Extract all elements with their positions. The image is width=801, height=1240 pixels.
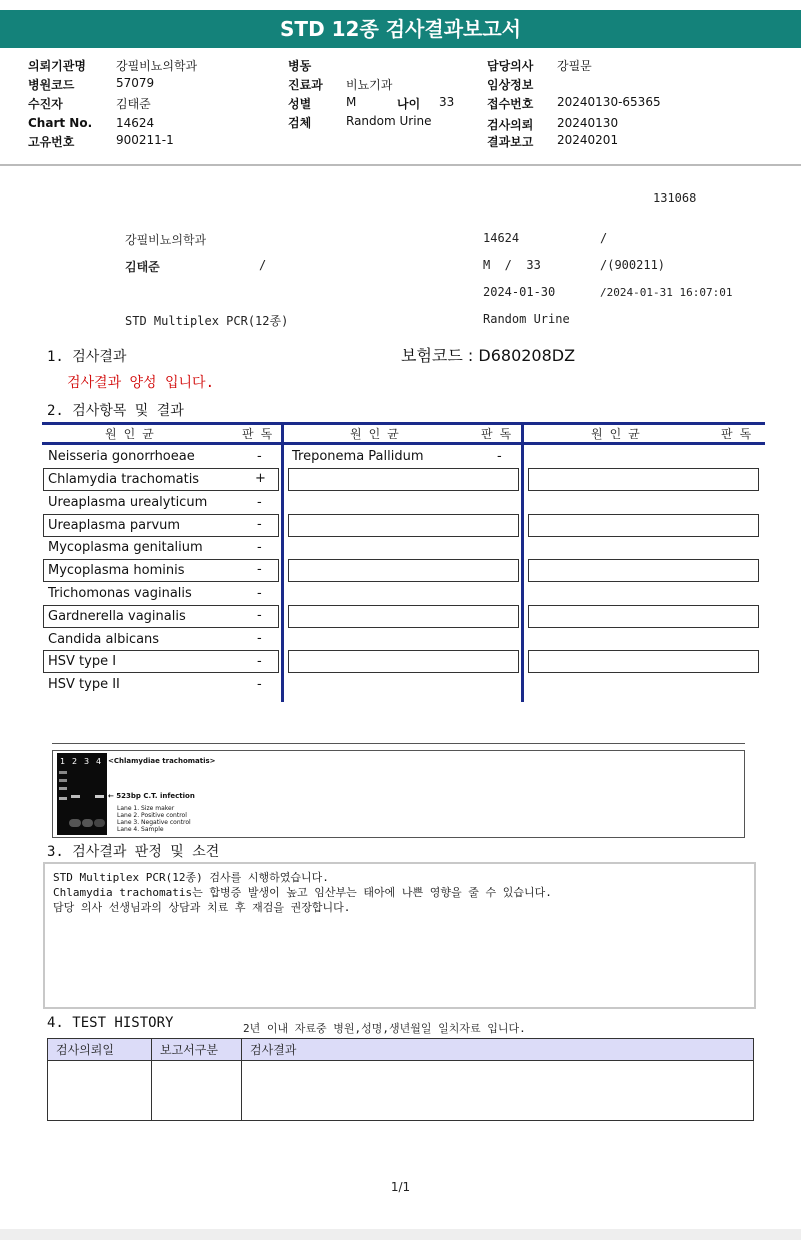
header-label-clinical-info: 임상정보 xyxy=(487,78,534,92)
result-summary: 검사결과 양성 입니다. xyxy=(67,375,215,391)
header-label-request-date: 검사의뢰 xyxy=(487,118,534,132)
ladder-band xyxy=(59,779,67,782)
header-label-sex: 성별 xyxy=(288,97,312,111)
header-value-department: 비뇨기과 xyxy=(346,78,393,92)
header-label-doctor: 담당의사 xyxy=(487,59,534,73)
positive-band xyxy=(71,795,80,798)
organism-result: - xyxy=(497,449,502,464)
results-grid-divider-2 xyxy=(521,422,524,702)
empty-row-box xyxy=(528,559,759,582)
lane-number: 3 xyxy=(84,757,90,766)
header-value-sex: M xyxy=(346,95,357,109)
doc-slash-2: / xyxy=(259,258,267,272)
ladder-band xyxy=(59,771,67,774)
empty-row-box xyxy=(288,650,519,673)
history-cell xyxy=(152,1061,242,1121)
header-value-specimen: Random Urine xyxy=(346,114,432,128)
gel-top-line xyxy=(52,743,745,744)
section2-title: 2. 검사항목 및 결과 xyxy=(47,403,184,419)
organism-result: - xyxy=(257,449,262,464)
empty-row-box xyxy=(528,650,759,673)
opinion-line: Chlamydia trachomatis는 합병증 발생이 높고 임산부는 태아에 나쁜 영향을 줄 수 있습니다. xyxy=(53,886,552,899)
header-value-report-date: 20240201 xyxy=(557,133,619,147)
doc-test-name: STD Multiplex PCR(12종) xyxy=(125,314,289,328)
history-col-result: 검사결과 xyxy=(242,1039,754,1061)
col3-header-organism: 원인균 xyxy=(591,427,647,441)
organism-result: - xyxy=(257,654,262,669)
doc-chart: 14624 xyxy=(483,231,520,245)
doc-sex-age: M / 33 xyxy=(483,258,541,272)
doc-specimen: Random Urine xyxy=(483,312,570,326)
organism-result: - xyxy=(257,631,262,646)
results-grid-header-border xyxy=(42,442,765,445)
organism-name: Trichomonas vaginalis xyxy=(48,586,192,601)
col1-header-organism: 원인균 xyxy=(105,427,161,441)
empty-row-box xyxy=(288,514,519,537)
doc-code: 131068 xyxy=(653,191,697,205)
opinion-box xyxy=(43,862,756,1009)
ladder-band xyxy=(59,797,67,800)
empty-row-box xyxy=(288,605,519,628)
history-note: 2년 이내 자료중 병원,성명,생년월일 일치자료 입니다. xyxy=(243,1022,526,1035)
header-value-hospital-code: 57079 xyxy=(116,76,155,90)
lane-number: 2 xyxy=(72,757,78,766)
header-label-hospital: 의뢰기관명 xyxy=(28,59,86,73)
header-value-hospital: 강필비뇨의학과 xyxy=(116,59,198,73)
header-label-department: 진료과 xyxy=(288,78,323,92)
organism-name: Gardnerella vaginalis xyxy=(48,609,186,624)
test-history-table xyxy=(47,1038,754,1121)
doc-slash: / xyxy=(600,231,608,245)
empty-row-box xyxy=(288,559,519,582)
organism-name: HSV type II xyxy=(48,677,120,692)
col3-header-result: 판독 xyxy=(721,427,759,441)
gel-legend-item: Lane 1. Size maker xyxy=(117,805,175,812)
header-label-ward: 병동 xyxy=(288,59,312,73)
organism-name: Ureaplasma parvum xyxy=(48,518,181,533)
header-label-age: 나이 xyxy=(397,97,421,111)
organism-result: - xyxy=(257,540,262,555)
gel-legend-item: Lane 2. Positive control xyxy=(117,812,187,819)
empty-row-box xyxy=(288,468,519,491)
header-value-patient: 김태준 xyxy=(116,97,151,111)
col2-header-result: 판독 xyxy=(481,427,519,441)
organism-name: Mycoplasma hominis xyxy=(48,563,185,578)
organism-name: Ureaplasma urealyticum xyxy=(48,495,208,510)
organism-result: - xyxy=(257,586,262,601)
page-number: 1/1 xyxy=(390,1180,411,1194)
col2-header-organism: 원인균 xyxy=(350,427,406,441)
opinion-line: 담당 의사 선생님과의 상담과 치료 후 재검을 권장합니다. xyxy=(53,901,351,914)
organism-name: Neisseria gonorrhoeae xyxy=(48,449,195,464)
organism-name: Treponema Pallidum xyxy=(292,449,424,464)
header-label-chart-no: Chart No. xyxy=(28,116,93,130)
empty-row-box xyxy=(528,605,759,628)
organism-name: Mycoplasma genitalium xyxy=(48,540,203,555)
gel-legend-item: Lane 3. Negative control xyxy=(117,819,191,826)
history-cell xyxy=(48,1061,152,1121)
sample-band xyxy=(95,795,104,798)
header-label-unique-no: 고유번호 xyxy=(28,135,75,149)
section1-title: 1. 검사결과 xyxy=(47,349,127,365)
header-label-patient: 수진자 xyxy=(28,97,63,111)
ladder-band xyxy=(59,787,67,790)
header-label-receipt-no: 접수번호 xyxy=(487,97,534,111)
gel-arrow-label: ← 523bp C.T. infection xyxy=(108,792,195,800)
header-value-request-date: 20240130 xyxy=(557,116,619,130)
header-value-age: 33 xyxy=(439,95,455,109)
organism-result: - xyxy=(257,608,262,623)
results-grid-divider-1 xyxy=(281,422,284,702)
header-divider xyxy=(0,164,801,166)
header-value-receipt-no: 20240130-65365 xyxy=(557,95,661,109)
history-col-request-date: 검사의뢰일 xyxy=(48,1039,152,1061)
gel-title: <Chlamydiae trachomatis> xyxy=(108,757,216,765)
empty-row-box xyxy=(528,468,759,491)
doc-date-reported: /2024-01-31 16:07:01 xyxy=(600,286,733,299)
organism-name-positive: Chlamydia trachomatis xyxy=(48,472,200,487)
gel-electrophoresis-image xyxy=(57,753,107,835)
gel-legend-item: Lane 4. Sample xyxy=(117,826,164,833)
opinion-line: STD Multiplex PCR(12종) 검사를 시행하였습니다. xyxy=(53,871,329,884)
organism-result: - xyxy=(257,562,262,577)
section3-title: 3. 검사결과 판정 및 소견 xyxy=(47,844,220,860)
empty-row-box xyxy=(528,514,759,537)
header-label-specimen: 검체 xyxy=(288,116,312,130)
doc-hospital: 강필비뇨의학과 xyxy=(125,233,207,247)
bottom-scroll-bar xyxy=(0,1229,801,1240)
organism-name: Candida albicans xyxy=(48,632,160,647)
header-value-chart-no: 14624 xyxy=(116,116,155,130)
primer-dimer xyxy=(69,819,81,827)
header-label-report-date: 결과보고 xyxy=(487,135,534,149)
doc-birth: /(900211) xyxy=(600,258,666,272)
col1-header-result: 판독 xyxy=(242,427,280,441)
organism-result: - xyxy=(257,677,262,692)
insurance-code: 보험코드 : D680208DZ xyxy=(401,346,576,365)
report-title: STD 12종 검사결과보고서 xyxy=(0,10,801,48)
history-col-report-type: 보고서구분 xyxy=(152,1039,242,1061)
section4-title: 4. TEST HISTORY xyxy=(47,1015,174,1031)
primer-dimer xyxy=(82,819,93,827)
organism-result: - xyxy=(257,517,262,532)
lane-number: 4 xyxy=(96,757,102,766)
header-value-doctor: 강필문 xyxy=(557,59,592,73)
doc-date-received: 2024-01-30 xyxy=(483,285,556,299)
header-label-hospital-code: 병원코드 xyxy=(28,78,75,92)
organism-name: HSV type I xyxy=(48,654,117,669)
primer-dimer xyxy=(94,819,105,827)
doc-patient: 김태준 xyxy=(125,260,160,274)
organism-result-positive: + xyxy=(255,471,266,486)
lane-number: 1 xyxy=(60,757,66,766)
history-cell xyxy=(242,1061,754,1121)
organism-result: - xyxy=(257,495,262,510)
header-value-unique-no: 900211-1 xyxy=(116,133,174,147)
